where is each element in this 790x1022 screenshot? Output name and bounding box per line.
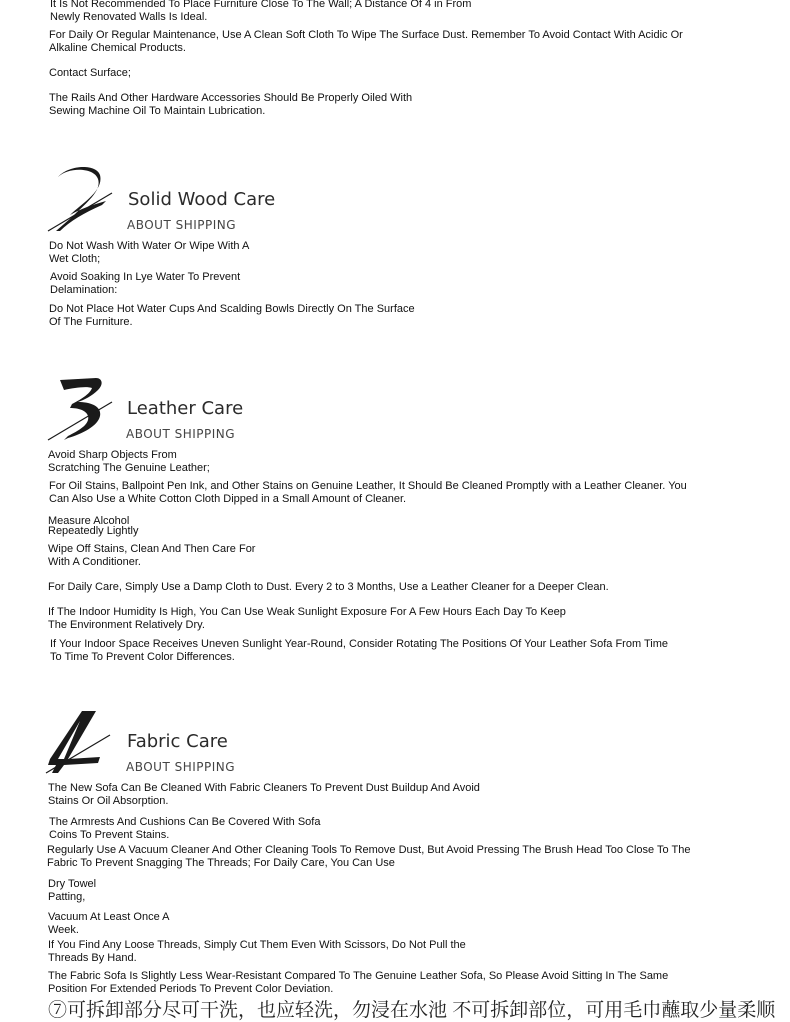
section-subtitle-about-shipping: ABOUT SHIPPING xyxy=(126,760,236,774)
section-subtitle-about-shipping: ABOUT SHIPPING xyxy=(126,427,236,441)
intro-paragraph-wall-distance: It Is Not Recommended To Place Furniture Close To The Wall; A Distance Of 4 in From Newly Renovated Walls Is Ideal. xyxy=(50,0,472,23)
leather-paragraph-rotate-sofa: If Your Indoor Space Receives Uneven Sunlight Year-Round, Consider Rotating The Positions Of Your Leather Sofa From Time To Time To Prevent Color Differences. xyxy=(50,638,668,663)
fabric-paragraph-loose-threads: If You Find Any Loose Threads, Simply Cut Them Even With Scissors, Do Not Pull the Threads By Hand. xyxy=(48,939,466,964)
fabric-paragraph-dry-towel: Dry Towel Patting, xyxy=(48,878,97,903)
solid-wood-paragraph-hot-cups: Do Not Place Hot Water Cups And Scalding Bowls Directly On The Surface Of The Furniture. xyxy=(49,303,415,328)
solid-wood-paragraph-no-water: Do Not Wash With Water Or Wipe With A Wet Cloth; xyxy=(49,240,250,265)
section-title-leather-care: Leather Care xyxy=(127,398,244,419)
section-subtitle-about-shipping: ABOUT SHIPPING xyxy=(127,218,237,232)
fabric-paragraph-new-sofa: The New Sofa Can Be Cleaned With Fabric Cleaners To Prevent Dust Buildup And Avoid Stains Or Oil Absorption. xyxy=(48,782,480,807)
section-title-fabric-care: Fabric Care xyxy=(127,731,228,752)
leather-paragraph-repeatedly-lightly: Repeatedly Lightly xyxy=(48,525,139,537)
fabric-paragraph-vacuum-cleaner: Regularly Use A Vacuum Cleaner And Other Cleaning Tools To Remove Dust, But Avoid Pressing The Brush Head Too Close To The Fabric To Prevent Snagging The Threads; For Daily Care, You Can Use xyxy=(47,844,691,869)
section-number-4-icon xyxy=(44,707,114,777)
leather-paragraph-conditioner: Wipe Off Stains, Clean And Then Care For With A Conditioner. xyxy=(48,543,256,568)
leather-paragraph-humidity: If The Indoor Humidity Is High, You Can Use Weak Sunlight Exposure For A Few Hours Each Day To Keep The Environment Relatively Dry. xyxy=(48,606,566,631)
fabric-paragraph-wear-resistance: The Fabric Sofa Is Slightly Less Wear-Resistant Compared To The Genuine Leather Sofa, So Please Avoid Sitting In The Same Position For Extended Periods To Prevent Color Deviation. xyxy=(48,970,669,995)
section-number-2-icon xyxy=(46,165,116,235)
intro-paragraph-daily-maintenance: For Daily Or Regular Maintenance, Use A Clean Soft Cloth To Wipe The Surface Dust. Remember To Avoid Contact With Acidic Or Alkaline Chemical Products. xyxy=(49,29,683,54)
fabric-paragraph-vacuum-weekly: Vacuum At Least Once A Week. xyxy=(48,911,170,936)
leather-paragraph-sharp-objects: Avoid Sharp Objects From Scratching The Genuine Leather; xyxy=(48,449,210,474)
fabric-paragraph-armrests: The Armrests And Cushions Can Be Covered With Sofa Coins To Prevent Stains. xyxy=(49,816,321,841)
leather-paragraph-measure-alcohol: Measure Alcohol xyxy=(48,515,130,527)
section-number-3-icon xyxy=(46,374,116,444)
intro-paragraph-contact-surface: Contact Surface; xyxy=(49,67,131,79)
intro-paragraph-rails-oil: The Rails And Other Hardware Accessories Should Be Properly Oiled With Sewing Machine Oil To Maintain Lubrication. xyxy=(49,92,413,117)
leather-paragraph-oil-stains: For Oil Stains, Ballpoint Pen Ink, and Other Stains on Genuine Leather, It Should Be Cleaned Promptly with a Leather Cleaner. You Can Also Use a White Cotton Cloth Dipped in a Small Amount of Cleaner. xyxy=(49,480,687,505)
section-title-solid-wood-care: Solid Wood Care xyxy=(128,189,276,210)
solid-wood-paragraph-lye-water: Avoid Soaking In Lye Water To Prevent Delamination: xyxy=(50,271,241,296)
leather-paragraph-daily-care: For Daily Care, Simply Use a Damp Cloth to Dust. Every 2 to 3 Months, Use a Leather Cleaner for a Deeper Clean. xyxy=(48,581,609,593)
footer-cjk-text: ⑦可拆卸部分尽可干洗，也应轻洗，勿浸在水池 不可拆卸部位，可用毛巾蘸取少量柔顺 xyxy=(48,1000,776,1021)
